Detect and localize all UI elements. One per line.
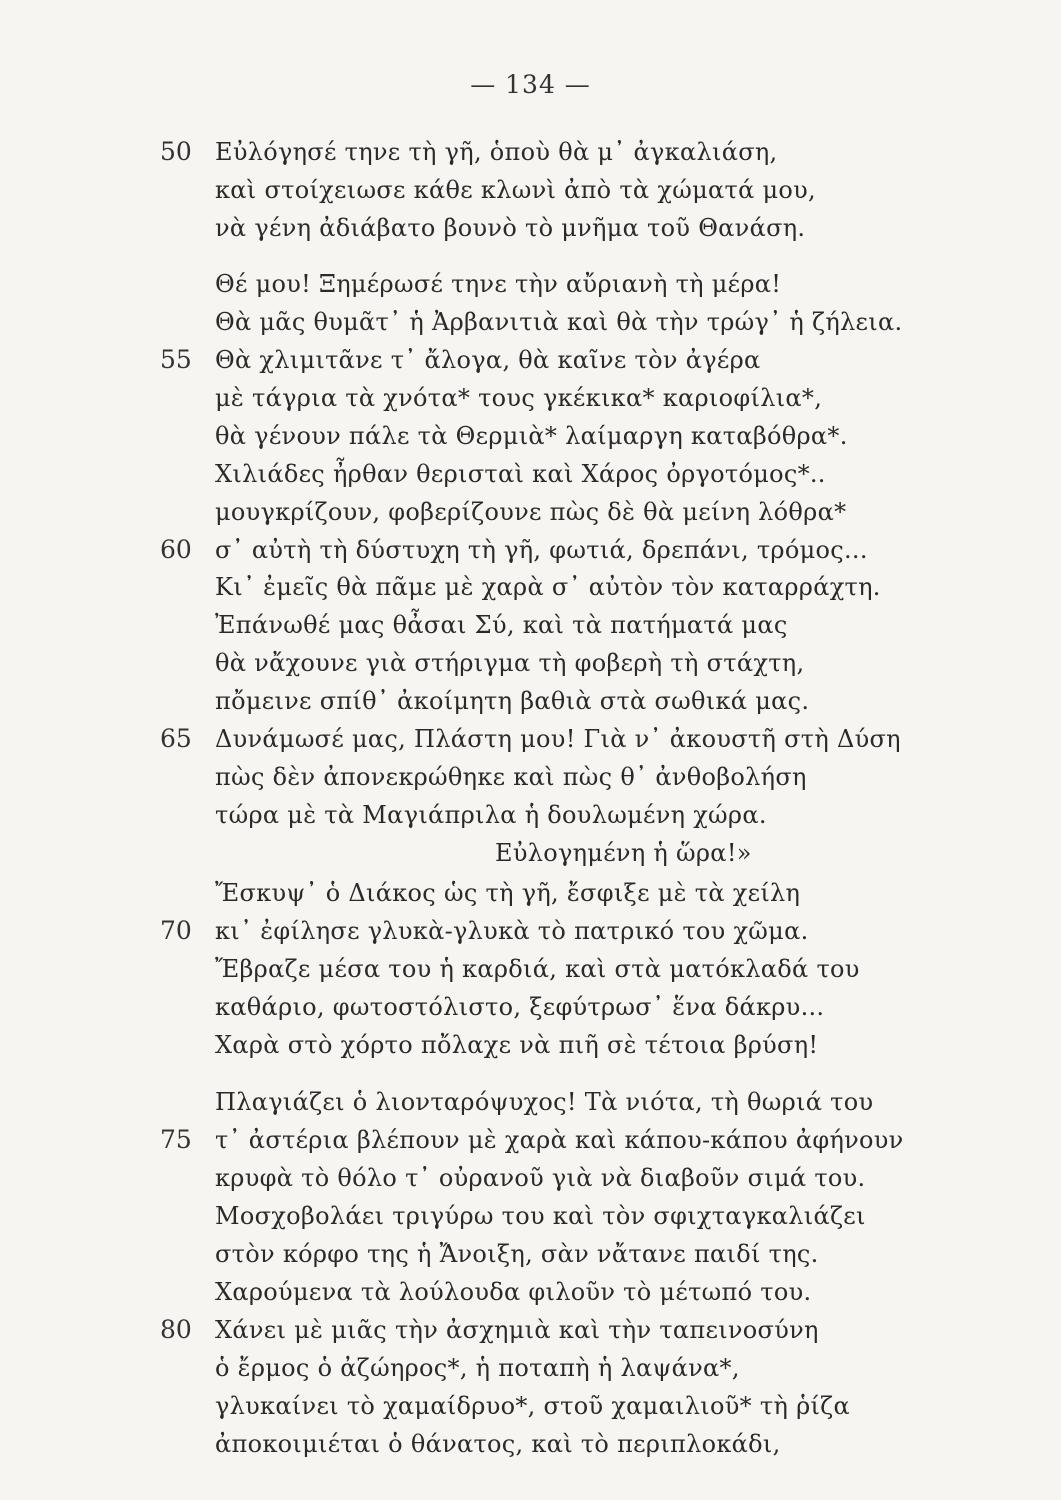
line-text: Ἔβραζε μέσα του ἡ καρδιά, καὶ στὰ ματόκλαδά του: [215, 955, 860, 983]
line-text: μὲ τάγρια τὰ χνότα* τους γκέκικα* καριοφίλια*,: [215, 384, 823, 412]
line-number: 60: [160, 535, 192, 564]
line-text: τ᾿ ἀστέρια βλέπουν μὲ χαρὰ καὶ κάπου-κάπου ἀφήνουν: [215, 1126, 904, 1154]
poem-line: [0, 1311, 1061, 1349]
line-number: 50: [160, 137, 192, 166]
line-text: Δυνάμωσέ μας, Πλάστη μου! Γιὰ ν᾿ ἀκουστῆ στὴ Δύση: [215, 725, 901, 753]
line-text: πὼς δὲν ἀπονεκρώθηκε καὶ πὼς θ᾿ ἀνθοβολήση: [215, 763, 807, 791]
line-text: καὶ στοίχειωσε κάθε κλωνὶ ἀπὸ τὰ χώματά μου,: [215, 176, 816, 204]
poem-line: [0, 720, 1061, 758]
line-text: Χιλιάδες ἦρθαν θερισταὶ καὶ Χάρος ὀργοτόμος*..: [215, 460, 826, 488]
poem-line: [0, 1197, 1061, 1235]
line-text: θὰ νἄχουνε γιὰ στήριγμα τὴ φοβερὴ τὴ στάχτη,: [215, 649, 805, 677]
poem-line: [0, 341, 1061, 379]
poem-line: [0, 644, 1061, 682]
line-text: τώρα μὲ τὰ Μαγιάπριλα ἡ δουλωμένη χώρα.: [215, 801, 767, 829]
line-text: κρυφὰ τὸ θόλο τ᾿ οὐρανοῦ γιὰ νὰ διαβοῦν σιμά του.: [215, 1164, 866, 1192]
poem-line: [0, 265, 1061, 303]
line-number: 70: [160, 916, 192, 945]
poem-line: [0, 874, 1061, 912]
line-text: Θὰ μᾶς θυμᾶτ᾿ ἡ Ἀρβανιτιὰ καὶ θὰ τὴν τρώγ᾿ ἡ ζήλεια.: [215, 308, 903, 336]
poem-line: [0, 682, 1061, 720]
poem-line: [0, 1349, 1061, 1387]
line-text: σ᾿ αὐτὴ τὴ δύστυχη τὴ γῆ, φωτιά, δρεπάνι, τρόμος...: [215, 536, 868, 564]
poem-line: [0, 912, 1061, 950]
line-text: θὰ γένουν πάλε τὰ Θερμιὰ* λαίμαργη καταβόθρα*.: [215, 422, 848, 450]
poem-line: [0, 1083, 1061, 1121]
poem-line: [0, 379, 1061, 417]
poem-line: [0, 796, 1061, 834]
poem-line: [0, 133, 1061, 171]
line-text: στὸν κόρφο της ἡ Ἄνοιξη, σὰν νἄτανε παιδί της.: [215, 1240, 819, 1268]
poem-line: [0, 455, 1061, 493]
poem-line: [0, 1387, 1061, 1425]
line-text: Χαρὰ στὸ χόρτο πὄλαχε νὰ πιῆ σὲ τέτοια βρύση!: [215, 1031, 819, 1059]
line-text: Ἔσκυψ᾿ ὁ Διάκος ὡς τὴ γῆ, ἔσφιξε μὲ τὰ χείλη: [215, 879, 801, 907]
line-text: ἀποκοιμιέται ὁ θάνατος, καὶ τὸ περιπλοκάδι,: [215, 1430, 781, 1458]
poem-line: [0, 1026, 1061, 1064]
line-text: Εὐλογημένη ἡ ὥρα!»: [495, 839, 752, 867]
line-number: 75: [160, 1125, 192, 1154]
poem-line: [0, 834, 1061, 872]
line-text: Θέ μου! Ξημέρωσέ τηνε τὴν αὔριανὴ τὴ μέρα!: [215, 270, 782, 298]
poem-line: [0, 1273, 1061, 1311]
poem-line: [0, 417, 1061, 455]
poem-line: [0, 209, 1061, 247]
line-text: ὁ ἔρμος ὁ ἀζώηρος*, ἡ ποταπὴ ἡ λαψάνα*,: [215, 1354, 740, 1382]
line-text: Ἐπάνωθέ μας θἆσαι Σύ, καὶ τὰ πατήματά μας: [215, 611, 788, 639]
poem-line: [0, 568, 1061, 606]
line-text: Μοσχοβολάει τριγύρω του καὶ τὸν σφιχταγκαλιάζει: [215, 1202, 866, 1230]
line-text: νὰ γένη ἀδιάβατο βουνὸ τὸ μνῆμα τοῦ Θανάση.: [215, 214, 806, 242]
poem-line: [0, 606, 1061, 644]
poem-line: [0, 171, 1061, 209]
line-text: γλυκαίνει τὸ χαμαίδρυο*, στοῦ χαμαιλιοῦ* τὴ ῥίζα: [215, 1392, 851, 1420]
poem-line: [0, 531, 1061, 569]
poem-line: [0, 493, 1061, 531]
line-text: Θὰ χλιμιτᾶνε τ᾿ ἄλογα, θὰ καῖνε τὸν ἀγέρα: [215, 346, 761, 374]
line-text: πὄμεινε σπίθ᾿ ἀκοίμητη βαθιὰ στὰ σωθικά μας.: [215, 687, 810, 715]
poem-line: [0, 1121, 1061, 1159]
line-number: 65: [160, 724, 192, 753]
poem-line: [0, 988, 1061, 1026]
line-number: 55: [160, 345, 192, 374]
line-text: Εὐλόγησέ τηνε τὴ γῆ, ὁποὺ θὰ μ᾿ ἀγκαλιάση,: [215, 138, 778, 166]
line-text: καθάριο, φωτοστόλιστο, ξεφύτρωσ᾿ ἕνα δάκρυ...: [215, 993, 825, 1021]
poem-line: [0, 1235, 1061, 1273]
poem-line: [0, 950, 1061, 988]
line-text: κι᾿ ἐφίλησε γλυκὰ-γλυκὰ τὸ πατρικό του χῶμα.: [215, 917, 809, 945]
line-text: Χάνει μὲ μιᾶς τὴν ἀσχημιὰ καὶ τὴν ταπεινοσύνη: [215, 1316, 819, 1344]
page-number: — 134 —: [470, 70, 591, 99]
line-number: 80: [160, 1315, 192, 1344]
poem-line: [0, 303, 1061, 341]
poem-line: [0, 1425, 1061, 1463]
line-text: Πλαγιάζει ὁ λιονταρόψυχος! Τὰ νιότα, τὴ θωριά του: [215, 1088, 874, 1116]
line-text: Χαρούμενα τὰ λούλουδα φιλοῦν τὸ μέτωπό του.: [215, 1278, 812, 1306]
poem-line: [0, 1159, 1061, 1197]
line-text: Κι᾿ ἐμεῖς θὰ πᾶμε μὲ χαρὰ σ᾿ αὐτὸν τὸν καταρράχτη.: [215, 573, 881, 601]
poem-line: [0, 758, 1061, 796]
line-text: μουγκρίζουν, φοβερίζουνε πὼς δὲ θὰ μείνη λόθρα*: [215, 498, 847, 526]
